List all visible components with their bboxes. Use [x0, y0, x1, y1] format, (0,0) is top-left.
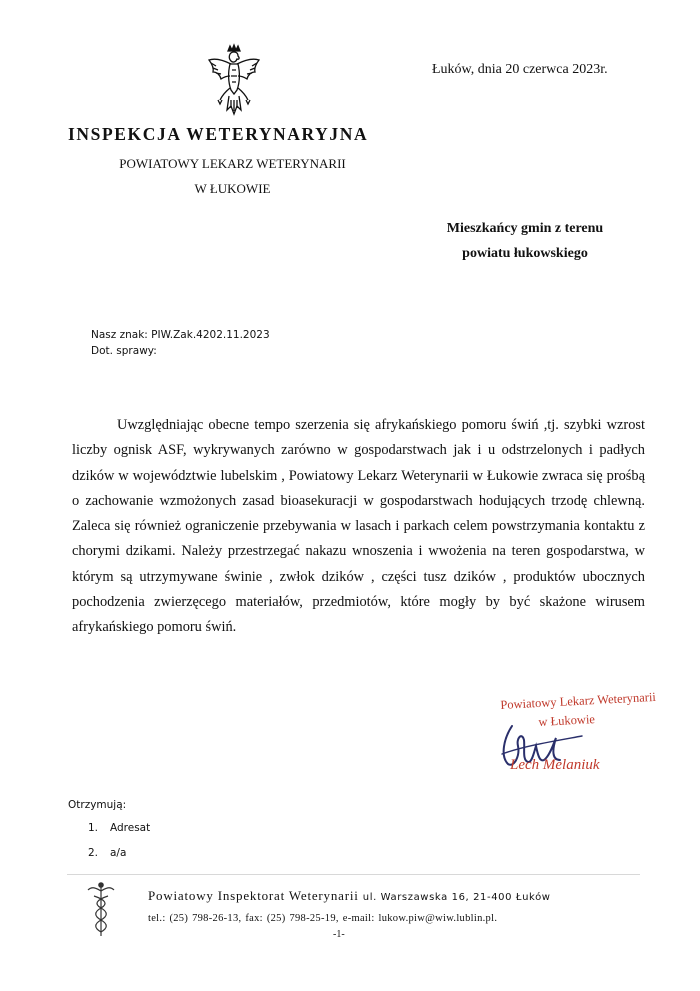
org-subtitle-line2: W ŁUKOWIE — [194, 181, 271, 196]
eagle-emblem-icon — [203, 42, 265, 120]
footer-address: ul. Warszawska 16, 21-400 Łuków — [362, 892, 551, 903]
page-number: -1- — [333, 929, 345, 940]
footer-divider — [67, 874, 640, 875]
body-paragraph: Uwzględniając obecne tempo szerzenia się afrykańskiego pomoru świń ,tj. szybki wzrost liczby ognisk ASF, wykrywanych zarówno w gospodarstwach jak i u odstrzelonych i padłych dzików w województwie lubelskim , Powiatowy Lekarz Weterynarii w Łukowie zwraca się prośbą o zachowanie wzmożonych zasad bioasekuracji w gospodarstwach hodujących trzodę chlewną. Zaleca się również ograniczenie przebywania w lasach i parkach celem powstrzymania kontaktu z chorymi dzikami. Należy przestrzegać nakazu wnoszenia i wwożenia na teren gospodarstwa, w którym są utrzymywane świnie , zwłok dzików , części tusz dzików , produktów ubocznych pochodzenia zwierzęcego materiałów, przedmiotów, które mogły by być skażone wirusem afrykańskiego pomoru świń. — [72, 417, 645, 636]
recipients-label: Otrzymują: — [68, 799, 127, 811]
list-item — [88, 847, 126, 859]
our-reference: Nasz znak: PIW.Zak.4202.11.2023 — [91, 329, 270, 341]
list-item-number: 1. — [88, 822, 99, 834]
recipient-line1: Mieszkańcy gmin z terenu — [446, 221, 604, 236]
caduceus-icon — [78, 880, 124, 938]
footer-org-name: Powiatowy Inspektorat Weterynarii — [148, 888, 359, 903]
org-subtitle-line1: POWIATOWY LEKARZ WETERYNARII — [119, 156, 346, 171]
signatory-name: Lech Melaniuk — [510, 757, 600, 773]
org-name-heading: INSPEKCJA WETERYNARYJNA — [68, 124, 369, 144]
list-item-number: 2. — [88, 847, 99, 859]
stamp-title-line2: w Łukowie — [538, 712, 596, 729]
stamp-title-line1: Powiatowy Lekarz Weterynarii — [500, 689, 657, 712]
list-item — [88, 822, 150, 834]
document-date: Łuków, dnia 20 czerwca 2023r. — [432, 62, 608, 77]
letter-body — [72, 413, 645, 641]
case-reference: Dot. sprawy: — [91, 345, 157, 357]
footer-org-line — [148, 888, 551, 904]
list-item-text: Adresat — [110, 822, 151, 834]
list-item-text: a/a — [110, 847, 127, 859]
recipient-line2: powiatu łukowskiego — [462, 246, 588, 261]
footer-contacts: tel.: (25) 798-26-13, fax: (25) 798-25-19, e-mail: lukow.piw@wiw.lublin.pl. — [148, 913, 498, 924]
